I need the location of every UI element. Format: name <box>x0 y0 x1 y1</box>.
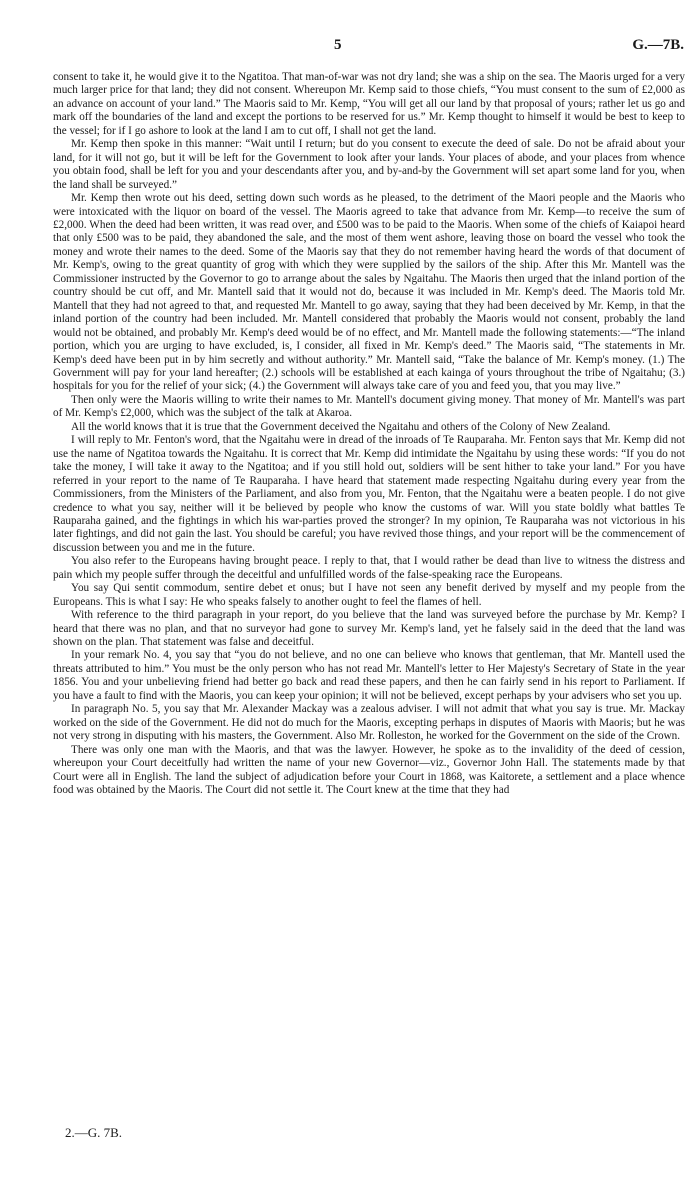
paragraph: All the world knows that it is true that the Government deceived the Ngaitahu and others of the Colony of New Zealand. <box>71 420 611 433</box>
paragraph: You say Qui sentit commodum, sentire debet et onus; but I have not seen any benefit derived by myself and my people from the Europeans. This is what I say: He who speaks falsely to another ought to feel the flames of hell. <box>53 582 685 608</box>
paragraph: There was only one man with the Maoris, and that was the lawyer. However, he spoke as to the invalidity of the deed of cession, whereupon your Court deceitfully had written the name of your new Governor—viz., Governor John Hall. The statements made by that Court were all in English. The land the subject of adjudication before your Court in 1868, was Kaitorete, a settlement and a place whence food was obtained by the Maoris. The Court did not settle it. The Court knew at the time that they had <box>53 743 685 797</box>
page-number: 5 <box>334 37 342 53</box>
document-reference: G.—7B. <box>632 37 684 53</box>
paragraph: In your remark No. 4, you say that “you do not believe, and no one can believe who knows that gentleman, that Mr. Mantell used the threats attributed to him.” You must be the only person who has not read Mr. Mantell's letter to Her Majesty's Secretary of State in the year 1856. You and your unbelieving friend had better go back and read these papers, and then he can fairly send in his report to Parliament. If you have a fault to find with the Maoris, you can keep your opinion; it will not be believed, except perhaps by your advisers who set you up. <box>53 649 685 702</box>
paragraph: Mr. Kemp then spoke in this manner: “Wait until I return; but do you consent to execute the deed of sale. Do not be afraid about your land, for it will not go, but it will be left for the Government to look after your lands. Your places of abode, and your places from whence you obtain food, shall be left for you and your descendants after you, and by-and-by the Government will set apart some land for you, when the land shall be surveyed.” <box>53 138 685 191</box>
paragraph: I will reply to Mr. Fenton's word, that the Ngaitahu were in dread of the inroads of Te Rauparaha. Mr. Fenton says that Mr. Kemp did not use the name of Ngatitoa towards the Ngaitahu. It is correct that Mr. Kemp did intimidate the Ngaitahu by using these words: “If you do not take the money, I will take it away to the Ngatitoa; and if you still hold out, soldiers will be sent hither to take your land.” For you have referred in your report to the name of Te Rauparaha. I have heard that statement made respecting Ngaitahu during every year from the Commissioners, from the Ministers of the Parliament, and also from you, Mr. Fenton, that the Ngaitahu were a beaten people. I do not give credence to what you say, neither will it be believed by people who know the customs of war. Will you state boldly what battles Te Rauparaha gained, and the fightings in which his war-parties proved the stronger? In my opinion, Te Rauparaha was not victorious in his later fightings, and did not gain the last. You should be careful; you have revived those things, and your report will be the commencement of discussion between you and me in the future. <box>53 434 685 554</box>
paragraph: In paragraph No. 5, you say that Mr. Alexander Mackay was a zealous adviser. I will not admit that what you say is true. Mr. Mackay worked on the side of the Government. He did not do much for the Maoris, excepting perhaps in disputes of Maoris with Maoris; but he was not very strong in disputing with his masters, the Government. Also Mr. Rolleston, he worked for the Government on the side of the Crown. <box>53 703 685 743</box>
body-text <box>53 71 685 797</box>
signature-mark: 2.—G. 7B. <box>65 1125 123 1140</box>
paragraph: Mr. Kemp then wrote out his deed, setting down such words as he pleased, to the detriment of the Maori people and the Maoris who were intoxicated with the liquor on board of the vessel. The Maoris agreed to take that advance from Mr. Kemp—to receive the sum of £2,000. When the deed had been written, it was read over, and £500 was to be paid to the Maoris. When some of the chiefs of Kaiapoi heard that only £500 was to be paid, they abandoned the sale, and the most of them went ashore, leaving those on board the vessel who took the money and wrote their names to the deed. Some of the Maoris say that they do not remember having heard the words of that document of Mr. Kemp's, owing to the great quantity of grog with which they were supplied by the sailors of the ship. After this Mr. Mantell was the Commissioner instructed by the Governor to go to arrange about the sales by Ngaitahu. The Maoris then urged that the inland portion of the country should be cut off, and Mr. Mantell said that it would not do, because it was included in Mr. Kemp's deed. The Maoris told Mr. Mantell that they had not agreed to that, and requested Mr. Mantell to go away, saying that they had been deceived by Mr. Kemp, in that the inland portion of the country had been included. Mr. Mantell considered that probably the Maoris would not consent, probably the land would not be obtained, and probably Mr. Kemp's deed would be of no effect, and Mr. Mantell made the following statements:—“The inland portion, which you are urging to have excluded, is, I consider, all fixed in Mr. Kemp's deed.” The Maoris said, “The statements in Mr. Kemp's deed have been put in by him secretly and without authority.” Mr. Mantell said, “Take the balance of Mr. Kemp's money. (1.) The Government will pay for your land hereafter; (2.) schools will be established at each kainga of yours throughout the tribe of Ngaitahu; (3.) hospitals for you for the relief of your sick; (4.) the Government will always take care of you and feed you, that you may live.” <box>53 192 685 393</box>
paragraph: With reference to the third paragraph in your report, do you believe that the land was surveyed before the purchase by Mr. Kemp? I heard that there was no plan, and that no surveyor had gone to survey Mr. Kemp's land, yet he falsely said in the deed that the land was shown on the plan. That statement was false and deceitful. <box>53 609 685 649</box>
page-header <box>0 37 700 57</box>
paragraph: consent to take it, he would give it to the Ngatitoa. That man-of-war was not dry land; she was a ship on the sea. The Maoris urged for a very much larger price for that land; they did not consent. Whereupon Mr. Kemp said to those chiefs, “You must consent to the sum of £2,000 as an advance on account of your land.” The Maoris said to Mr. Kemp, “You will get all our land by that proposal of yours; rather let us go and mark off the boundaries of the land and except the portions to be reserved for us.” Mr. Kemp thought to himself it would be best to keep to the vessel; for if I go ashore to look at the land I am to cut off, I shall not get the land. <box>53 71 685 137</box>
paragraph: You also refer to the Europeans having brought peace. I reply to that, that I would rather be dead than live to witness the distress and pain which my people suffer through the deceitful and unfulfilled words of the false-speaking race the Europeans. <box>53 555 685 581</box>
paragraph: Then only were the Maoris willing to write their names to Mr. Mantell's document giving money. That money of Mr. Mantell's was part of Mr. Kemp's £2,000, which was the subject of the talk at Akaroa. <box>53 393 685 420</box>
